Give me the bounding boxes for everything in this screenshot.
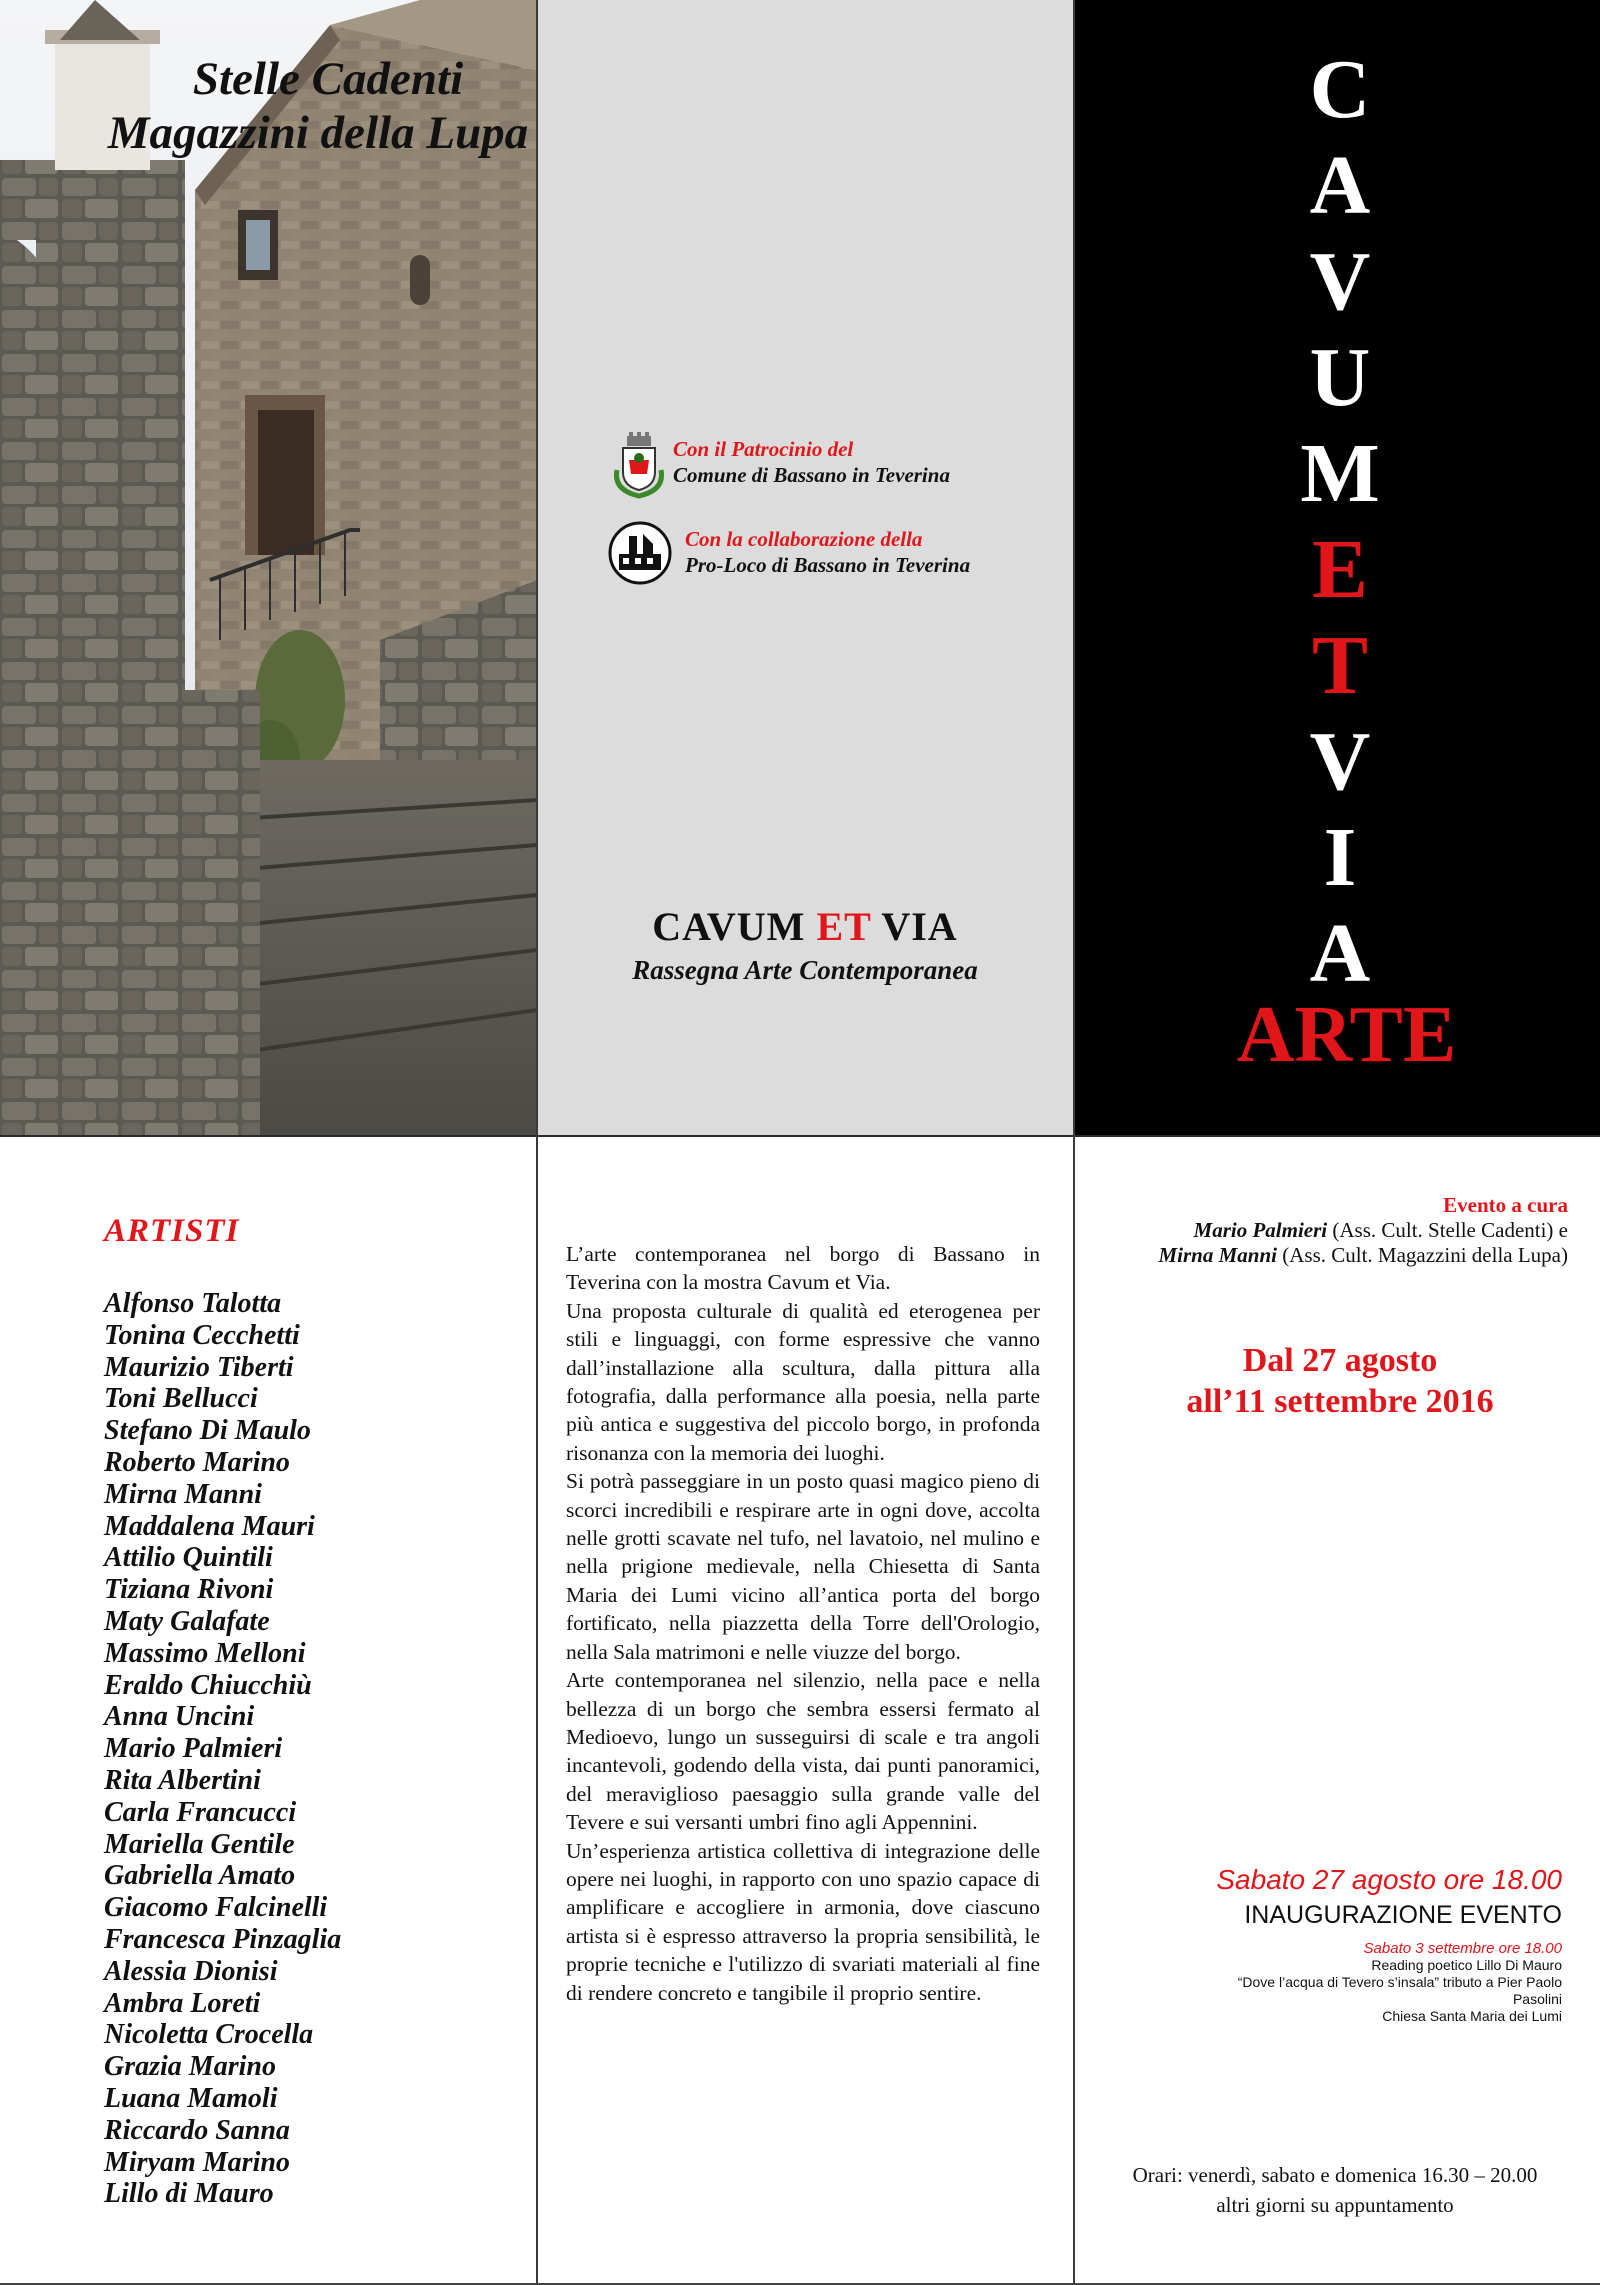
fold-divider-right <box>1073 0 1075 2285</box>
vertical-letter: E <box>1311 523 1369 616</box>
vertical-letter: C <box>1309 43 1371 136</box>
curator-line-1 <box>1100 1218 1568 1243</box>
artist-name: Mariella Gentile <box>104 1828 295 1860</box>
artist-name: Maty Galafate <box>104 1605 270 1637</box>
coat-of-arms-icon <box>609 430 669 500</box>
artist-name: Grazia Marino <box>104 2051 276 2083</box>
vertical-letter: A <box>1309 907 1371 1000</box>
arte-title: ARTE <box>1236 991 1457 1079</box>
artist-name: Riccardo Sanna <box>104 2114 290 2146</box>
artist-name: Carla Francucci <box>104 1796 297 1828</box>
patronage-red-line: Con il Patrocinio del <box>673 437 854 461</box>
stone-staircase-photo <box>0 0 537 1135</box>
artist-name: Roberto Marino <box>104 1446 290 1478</box>
fold-divider-horizontal <box>0 1135 1600 1137</box>
second-event-line: Pasolini <box>1512 1991 1562 2007</box>
pro-loco-emblem-icon <box>607 520 673 586</box>
artist-name: Nicoletta Crocella <box>104 2019 314 2051</box>
dates-line-1: Dal 27 agosto <box>1242 1342 1438 1379</box>
artist-name: Eraldo Chiucchiù <box>104 1669 312 1701</box>
patronage-text <box>673 436 950 488</box>
description-paragraph: Una proposta culturale di qualità ed eterogenea per stili e linguaggi, con forme espressive che vanno dall’installazione alla scultura, dalla pittura alla fotografia, dalla performance alla poesia, nella parte più antica e suggestiva del piccolo borgo, in profonda risonanza con la memoria dei luoghi. <box>566 1298 1040 1465</box>
artists-heading: ARTISTI <box>104 1213 240 1249</box>
description-paragraph: L’arte contemporanea nel borgo di Bassano in Teverina con la mostra Cavum et Via. <box>566 1242 1040 1295</box>
second-event-line: Reading poetico Lillo Di Mauro <box>1371 1957 1562 1973</box>
organizer-line1: Stelle Cadenti <box>192 53 464 105</box>
curator-org-2: (Ass. Cult. Magazzini della Lupa) <box>1276 1243 1568 1267</box>
artist-name: Stefano Di Maulo <box>104 1415 311 1447</box>
event-title-et: ET <box>816 904 872 949</box>
artist-name: Attilio Quintili <box>104 1542 273 1574</box>
vertical-letter: A <box>1309 139 1371 232</box>
artist-name: Maddalena Mauri <box>104 1510 315 1542</box>
vertical-letter: T <box>1311 619 1369 712</box>
event-title <box>537 903 1073 950</box>
collaboration-black-line: Pro-Loco di Bassano in Teverina <box>685 553 971 577</box>
artist-name: Alessia Dionisi <box>104 1955 278 1987</box>
artist-name: Alfonso Talotta <box>104 1288 282 1319</box>
artist-name: Mario Palmieri <box>104 1733 283 1765</box>
artists-list <box>104 1288 341 2210</box>
event-dates <box>1100 1340 1580 1422</box>
artist-name: Toni Bellucci <box>104 1383 258 1415</box>
inauguration-block <box>1100 1862 1562 2025</box>
collaboration-text <box>685 526 970 578</box>
description-paragraph: Un’esperienza artistica collettiva di integrazione delle opere nei luoghi, in rapporto con uno spazio capace di amplificare e accogliere in armonia, dove ciascuno artista si è espresso attraverso la propria sensibilità, le proprie tecniche e l'utilizzo di svariati materiali al fine di rendere concreto e tangibile il proprio sentire. <box>566 1838 1040 2005</box>
event-subtitle: Rassegna Arte Contemporanea <box>632 955 978 985</box>
artist-name: Maurizio Tiberti <box>104 1351 294 1383</box>
vertical-title <box>1280 42 1400 1002</box>
description-text <box>566 1240 1040 2007</box>
event-title-part1: CAVUM <box>652 904 817 949</box>
event-title-part3: VIA <box>871 904 958 949</box>
second-event-date: Sabato 3 settembre ore 18.00 <box>1363 1940 1562 1957</box>
vertical-letter: M <box>1300 427 1380 520</box>
vertical-letter: U <box>1309 331 1371 424</box>
artist-name: Massimo Melloni <box>104 1637 306 1669</box>
vertical-letter: V <box>1309 715 1371 808</box>
dates-line-2: all’11 settembre 2016 <box>1186 1383 1494 1420</box>
patronage-row <box>609 430 1069 500</box>
inauguration-label: INAUGURAZIONE EVENTO <box>1244 1901 1562 1929</box>
artist-name: Tiziana Rivoni <box>104 1574 274 1606</box>
second-event-line: Chiesa Santa Maria dei Lumi <box>1382 2008 1562 2024</box>
hours-line-1: Orari: venerdì, sabato e domenica 16.30 – 20.00 <box>1132 2163 1538 2187</box>
curator-name-1: Mario Palmieri <box>1193 1218 1328 1242</box>
curators-heading: Evento a cura <box>1443 1193 1568 1217</box>
artist-name: Ambra Loreti <box>104 1987 261 2019</box>
curator-org-1: (Ass. Cult. Stelle Cadenti) e <box>1327 1218 1568 1242</box>
artist-name: Lillo di Mauro <box>104 2178 274 2210</box>
curators-block <box>1100 1193 1568 1268</box>
second-event-line: “Dove l’acqua di Tevero s’insala” tributo a Pier Paolo <box>1237 1974 1562 1990</box>
collaboration-row <box>607 520 1067 590</box>
vertical-letter: V <box>1309 235 1371 328</box>
second-event-details <box>1100 1957 1562 2025</box>
artist-name: Anna Uncini <box>104 1701 255 1733</box>
artist-name: Gabriella Amato <box>104 1860 296 1892</box>
description-paragraph: Arte contemporanea nel silenzio, nella pace e nella bellezza di un borgo che sembra essersi fermato al Medioevo, lungo un susseguirsi di scale e tra angoli incantevoli, godendo della vista, dai punti panoramici, del meraviglioso paesaggio sulla grande valle del Tevere e sui versanti umbri fino agli Appennini. <box>566 1668 1040 1835</box>
description-paragraph: Si potrà passeggiare in un posto quasi magico pieno di scorci incredibili e respirare arte in ogni dove, accolta nelle grotti scavate nel tufo, nel lavatoio, nel mulino e nella prigione medievale, nella Chiesetta di Santa Maria dei Lumi vicino all’antica porta del borgo fortificato, nella piazzetta della Torre dell'Orologio, nella Sala matrimoni e nelle viuzze del borgo. <box>566 1469 1040 1664</box>
opening-hours <box>1100 2160 1570 2220</box>
artist-name: Rita Albertini <box>104 1764 261 1796</box>
photo-illustration <box>0 0 537 1135</box>
artist-name: Luana Mamoli <box>104 2082 278 2114</box>
inauguration-date: Sabato 27 agosto ore 18.00 <box>1216 1864 1562 1895</box>
collaboration-red-line: Con la collaborazione della <box>685 527 923 551</box>
hours-line-2: altri giorni su appuntamento <box>1216 2193 1454 2217</box>
organizer-line2: Magazzini della Lupa <box>107 107 529 159</box>
artist-name: Mirna Manni <box>104 1478 262 1510</box>
artist-name: Giacomo Falcinelli <box>104 1892 328 1924</box>
patronage-black-line: Comune di Bassano in Teverina <box>673 463 950 487</box>
artist-name: Francesca Pinzaglia <box>104 1923 342 1955</box>
curator-name-2: Mirna Manni <box>1158 1243 1277 1267</box>
curator-line-2 <box>1100 1243 1568 1268</box>
artist-name: Miryam Marino <box>104 2146 290 2178</box>
vertical-letter: I <box>1323 811 1357 904</box>
fold-divider-left <box>536 0 538 2285</box>
artist-name: Tonina Cecchetti <box>104 1319 300 1351</box>
